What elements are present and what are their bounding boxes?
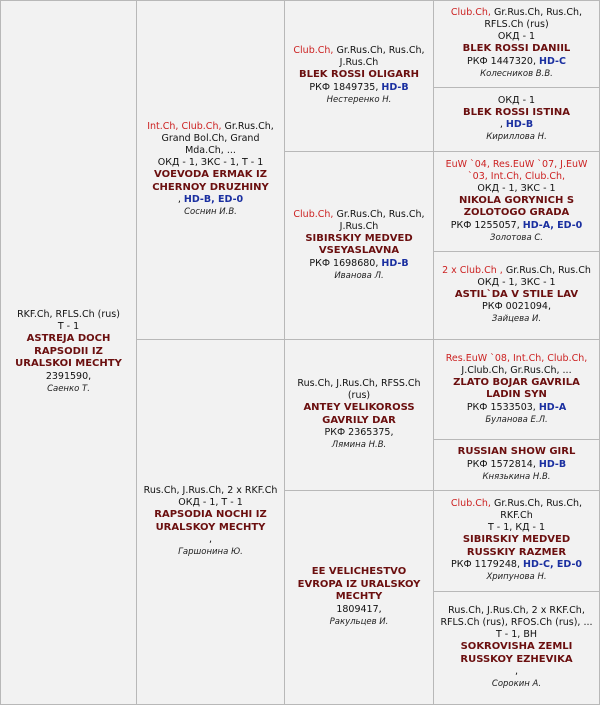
health-results: HD-A [538, 401, 567, 413]
title-entry: Club.Ch, [450, 7, 491, 19]
registration-line [515, 666, 518, 678]
title-entry: Gr.Rus.Ch, Rus.Ch, RFLS.Ch (rus) [484, 7, 583, 31]
dam-sire-dam-cell [433, 439, 600, 491]
dog-titles [144, 485, 278, 497]
registration-number: РКФ 1533503, [466, 401, 536, 413]
title-entry: Club.Ch, [293, 208, 334, 220]
dog-titles [442, 265, 591, 277]
dog-titles [437, 159, 596, 183]
breeder-name: Кириллова Н. [486, 132, 547, 143]
dam-dam-cell [284, 490, 434, 705]
breeder-name: Ракульцев И. [329, 616, 389, 627]
title-entry: 2 x Club.Ch , [442, 264, 503, 276]
title-entry: Gr.Rus.Ch, Rus.Ch, J.Rus.Ch [336, 208, 425, 232]
title-entry: Rus.Ch, J.Rus.Ch, 2 x RKF.Ch, RFLS.Ch (rus), RFOS.Ch (rus), ... [440, 605, 593, 628]
title-entry: Rus.Ch, J.Rus.Ch, 2 x RKF.Ch [143, 485, 278, 496]
dog-titles [437, 353, 596, 377]
registration-line [451, 220, 583, 232]
dog-name: BLEK ROSSI ISTINA [463, 106, 570, 118]
working-tests: ОКД - 1, ЗКС - 1 [477, 276, 556, 288]
sire-sire-dam-cell [433, 87, 600, 152]
registration-number: РКФ 1255057, [450, 219, 520, 231]
breeder-name: Лямина Н.В. [331, 440, 387, 450]
registration-number: , [177, 194, 181, 205]
registration-number: , [208, 534, 213, 545]
health-results: HD-B [538, 458, 567, 470]
title-entry: Club.Ch, [293, 45, 334, 57]
working-tests: ОКД - 1 [497, 31, 536, 43]
registration-line [467, 402, 566, 414]
title-entry: J.Club.Ch, Gr.Rus.Ch, ... [461, 364, 572, 376]
dam-sire-cell [284, 339, 434, 491]
registration-line [336, 604, 381, 616]
registration-line [467, 56, 566, 68]
dog-name: ZLATO BOJAR GAVRILA LADIN SYN [453, 376, 580, 400]
dog-titles [290, 209, 428, 233]
dam-cell [136, 339, 285, 705]
dog-name: SIBIRSKIY MEDVED VSEYASLAVNA [305, 232, 413, 256]
registration-number: 1809417, [336, 603, 382, 615]
breeder-name: Хрипунова Н. [486, 572, 547, 582]
working-tests: ОКД - 1 [497, 94, 536, 106]
dog-name: VOEVODA ERMAK IZ CHERNOY DRUZHINY [152, 169, 269, 193]
registration-line [467, 459, 566, 471]
title-entry: Club.Ch, [450, 498, 491, 509]
breeder-name: Зайцева И. [491, 314, 542, 325]
registration-number: РКФ 2365375, [324, 427, 394, 438]
breeder-name: Иванова Л. [334, 270, 384, 281]
breeder-name: Саенко Т. [47, 383, 90, 394]
dog-name: SOKROVISHA ZEMLI RUSSKOY EZHEVIKA [460, 641, 573, 665]
dog-titles [437, 498, 596, 522]
sire-cell [136, 0, 285, 340]
registration-line [178, 194, 243, 206]
dog-name: ASTREJA DOCH RAPSODII IZ URALSKOI MECHTY [15, 333, 122, 370]
registration-line [309, 258, 408, 270]
dam-sire-sire-cell [433, 339, 600, 440]
registration-number: РКФ 0021094, [481, 301, 551, 313]
dog-name: ASTIL`DA V STILE LAV [454, 288, 579, 300]
title-entry: Gr.Rus.Ch, Rus.Ch, J.Rus.Ch [336, 45, 425, 69]
health-results: HD-B [505, 119, 534, 131]
dog-name: BLEK ROSSI DANIIL [462, 43, 571, 55]
dog-titles [437, 7, 596, 31]
pedigree-dog-cell [0, 0, 137, 705]
registration-number: , [514, 666, 519, 677]
registration-number: РКФ 1447320, [467, 55, 537, 67]
title-entry: Gr.Rus.Ch, Grand Bol.Ch, Grand Mda.Ch, ... [161, 121, 274, 156]
health-results: HD-C [539, 55, 566, 67]
sire-dam-dam-cell [433, 251, 600, 340]
title-entry: RKF.Ch, RFLS.Ch (rus) [17, 309, 120, 321]
title-entry: Rus.Ch, J.Rus.Ch, RFSS.Ch (rus) [297, 378, 421, 401]
breeder-name: Буланова Е.Л. [485, 414, 548, 425]
dog-name: BLEK ROSSI OLIGARH [298, 69, 420, 81]
working-tests: Т - 1, ВН [495, 629, 537, 640]
sire-sire-sire-cell [433, 0, 600, 88]
health-results: HD-A, ED-0 [522, 219, 583, 231]
registration-number: РКФ 1179248, [451, 559, 521, 570]
registration-line [46, 371, 91, 383]
registration-line [500, 119, 533, 131]
title-entry: Gr.Rus.Ch, Rus.Ch [505, 264, 591, 276]
breeder-name: Сорокин А. [491, 679, 542, 689]
breeder-name: Золотова С. [490, 232, 543, 243]
dog-titles [17, 309, 120, 321]
registration-line [324, 427, 393, 439]
registration-line [209, 534, 212, 546]
dog-titles [290, 45, 428, 69]
registration-line [309, 82, 408, 94]
health-results: HD-B, ED-0 [183, 194, 244, 205]
dog-titles [143, 121, 278, 157]
registration-number: РКФ 1698680, [309, 257, 379, 269]
registration-line [451, 559, 582, 571]
dog-titles [437, 605, 596, 629]
dog-name: RUSSIAN SHOW GIRL [457, 446, 576, 458]
registration-number: , [499, 119, 503, 131]
registration-number: РКФ 1849735, [309, 81, 379, 93]
dog-name: EE VELICHESTVO EVROPA IZ URALSKOY MECHTY [297, 566, 421, 603]
working-tests: ОКД - 1, ЗКС - 1 [477, 182, 556, 194]
health-results: HD-B [381, 257, 409, 269]
working-tests: Т - 1 [57, 321, 80, 333]
dog-titles [290, 378, 428, 402]
health-results: HD-C, ED-0 [523, 559, 582, 570]
breeder-name: Колесников В.В. [480, 68, 553, 79]
sire-dam-sire-cell [433, 151, 600, 252]
breeder-name: Гаршонина Ю. [178, 547, 243, 557]
title-entry: EuW `04, Res.EuW `07, J.EuW `03, Int.Ch, Club.Ch, [445, 158, 588, 182]
dam-dam-sire-cell [433, 490, 600, 592]
working-tests: Т - 1, КД - 1 [487, 522, 546, 533]
dog-name: SIBIRSKIY MEDVED RUSSKIY RAZMER [462, 534, 571, 558]
dam-dam-dam-cell [433, 591, 600, 705]
sire-dam-cell [284, 151, 434, 340]
sire-sire-cell [284, 0, 434, 152]
breeder-name: Князькина Н.В. [482, 471, 551, 482]
dog-name: ANTEY VELIKOROSS GAVRILY DAR [303, 402, 415, 426]
title-entry: Res.EuW `08, Int.Ch, Club.Ch, [445, 352, 588, 364]
dog-name: RAPSODIA NOCHI IZ URALSKOY MECHTY [154, 509, 267, 533]
working-tests: ОКД - 1, Т - 1 [178, 497, 243, 508]
breeder-name: Нестеренко Н. [326, 94, 392, 105]
registration-number: РКФ 1572814, [466, 458, 536, 470]
working-tests: ОКД - 1, ЗКС - 1, Т - 1 [157, 157, 264, 168]
health-results: HD-B [381, 81, 409, 93]
title-entry: Int.Ch, Club.Ch, [147, 121, 222, 132]
breeder-name: Соснин И.В. [184, 207, 237, 217]
registration-number: 2391590, [45, 370, 92, 382]
title-entry: Gr.Rus.Ch, Rus.Ch, RKF.Ch [493, 498, 583, 521]
registration-line [482, 301, 551, 313]
dog-name: NIKOLA GORYNICH S ZOLOTOGO GRADA [458, 194, 575, 218]
